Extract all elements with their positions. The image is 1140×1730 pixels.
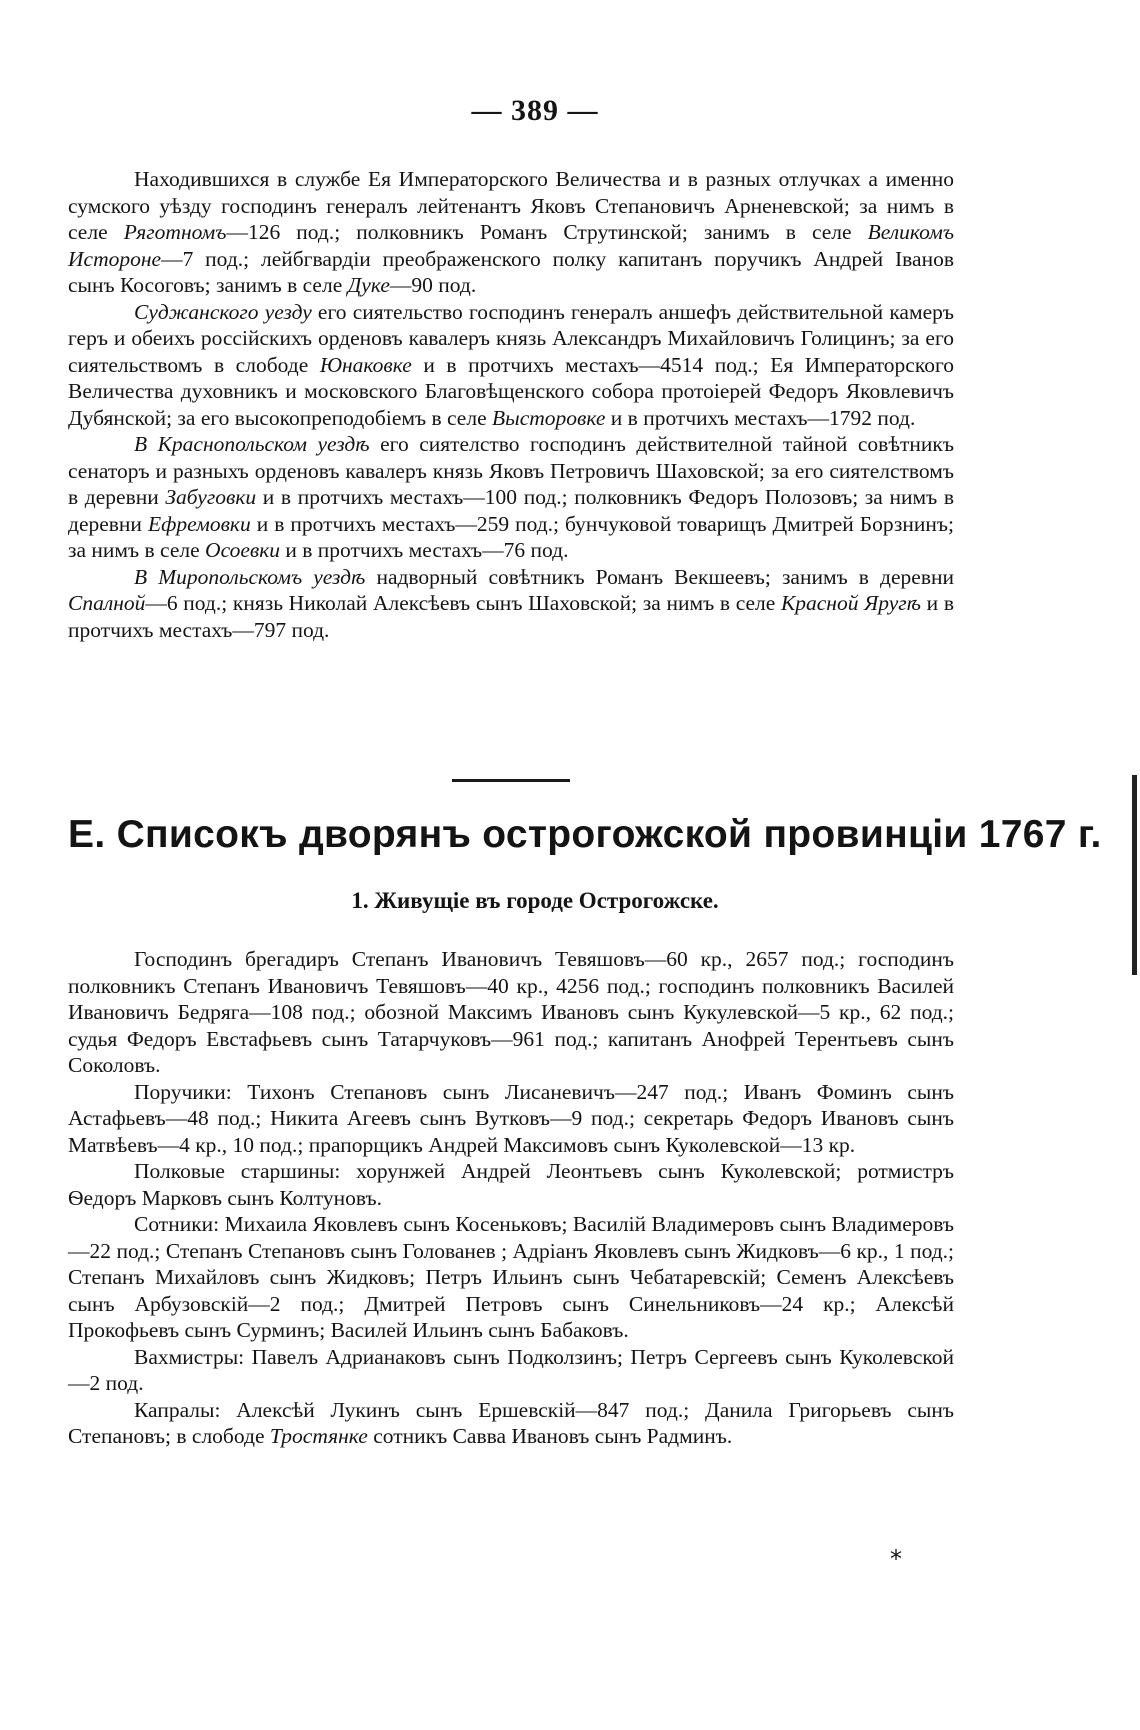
paragraph-sotniks: Сотники: Михаила Яковлевъ сынъ Косеньковъ; Василій Владимеровъ сынъ Владимеровъ—22 под.; Степанъ Степановъ сынъ Голованев ; Адріанъ Яковлевъ сынъ Жидковъ—6 кр., 1 под.; Степанъ Михайловъ сынъ Жидковъ; Петръ Ильинъ сынъ Чебатаревскій; Семенъ Алексѣевъ сынъ Арбузовскій—2 под.; Дмитрей Петровъ сынъ Синельниковъ—24 кр.; Алексѣй Прокофьевъ сынъ Сурминъ; Василей Ильинъ сынъ Бабаковъ. xyxy=(68,1212,954,1342)
paragraph-krasnopolsk-district xyxy=(68,431,954,564)
place-name: Забуговки xyxy=(165,485,257,509)
section-heading: Е. Списокъ дворянъ острогожской провинціи 1767 г. xyxy=(68,813,1102,856)
text-run: его сиятельство господинъ генералъ аншефъ действительной камеръ геръ и обеихъ россійскихъ орденовъ кавалеръ князь Александръ Михайловичъ Голицинъ; за его сиятельствомъ в слободе xyxy=(68,299,954,377)
paragraph-wachtmeisters: Вахмистры: Павелъ Адрианаковъ сынъ Подколзинъ; Петръ Сергеевъ сынъ Куколевской—2 под. xyxy=(68,1344,954,1395)
place-name: Ефремовки xyxy=(147,511,251,536)
text-block-ostrogozhsk xyxy=(68,946,954,1450)
text-run: —126 под.; полковникъ Романъ Струтинской; занимъ в селе xyxy=(226,220,868,244)
text-run: надворный совѣтникъ Романъ Векшеевъ; занимъ в деревни xyxy=(365,564,954,589)
paragraph-officials: Господинъ брегадиръ Степанъ Ивановичъ Тевяшовъ—60 кр., 2657 под.; господинъ полковникъ Степанъ Ивановичъ Тевяшовъ—40 кр., 4256 под.; господинъ полковникъ Василей Ивановичъ Бедряга—108 под.; обозной Максимъ Ивановъ сынъ Кукулевской—5 кр., 62 под.; судья Федоръ Евстафьевъ сынъ Татарчуковъ—961 под.; капитанъ Анофрей Терентьевъ сынъ Соколовъ. xyxy=(68,947,954,1077)
text-run: и в протчихъ местахъ—797 под. xyxy=(68,591,954,642)
paragraph-regiment-elders: Полковые старшины: хорунжей Андрей Леонтьевъ сынъ Куколевской; ротмистръ Ѳедоръ Марковъ сынъ Колтуновъ. xyxy=(68,1159,954,1210)
district-name: Суджанского уезду xyxy=(134,299,312,324)
text-run: и в протчихъ местахъ—259 под.; бунчуковой товарищъ Дмитрей Борзнинъ; за нимъ в селе xyxy=(68,511,954,562)
section-divider xyxy=(452,779,570,782)
place-name: Великомъ Истороне xyxy=(68,220,954,271)
paragraph-sudzha-district xyxy=(68,299,954,432)
place-name: Красной Яругѣ xyxy=(780,591,921,615)
footnote-mark: * xyxy=(890,1545,902,1573)
text-run: и в протчихъ местахъ—1792 под. xyxy=(605,405,916,430)
district-name: В Краснопольском уездѣ xyxy=(134,432,370,456)
place-name: Высторовке xyxy=(492,405,606,430)
paragraph-sumy-district xyxy=(68,166,954,299)
text-run: Находившихся в службе Ея Императорского Величества и в разных отлучках а именно сумского уѣзду господинъ генералъ лейтенантъ Яковъ Степановичъ Арненевской; за нимъ в селе xyxy=(68,167,954,244)
text-run: Капралы: Алексѣй Лукинъ сынъ Ершевскій—847 под.; Данила Григорьевъ сынъ Степановъ; в слободе xyxy=(68,1397,954,1448)
text-block-sumy xyxy=(68,166,954,643)
text-run: сотникъ Савва Ивановъ сынъ Радминъ. xyxy=(367,1424,733,1448)
paragraph-miropolsk-district xyxy=(68,564,954,644)
text-run: —6 под.; князь Николай Алексѣевъ сынъ Шаховской; за нимъ в селе xyxy=(145,591,781,615)
text-run: и в протчихъ местахъ—76 под. xyxy=(280,538,569,562)
district-name: В Миропольскомъ уездѣ xyxy=(134,564,366,589)
text-run: —90 под. xyxy=(389,273,477,297)
paragraph-lieutenants: Поручики: Тихонъ Степановъ сынъ Лисаневичъ—247 под.; Иванъ Фоминъ сынъ Астафьевъ—48 под.; Никита Агеевъ сынъ Вутковъ—9 под.; секретарь Федоръ Ивановъ сынъ Матвѣевъ—4 кр., 10 под.; прапорщикъ Андрей Максимовъ сынъ Куколевской—13 кр. xyxy=(68,1079,954,1157)
paragraph-corporals xyxy=(68,1397,954,1450)
place-name: Юнаковке xyxy=(319,352,412,377)
page-number: — 389 — xyxy=(471,94,599,127)
text-run: —7 под.; лейбгвардіи преображенского полку капитанъ поручикъ Андрей Іванов сынъ Косоговъ; занимъ в селе xyxy=(68,246,954,297)
subheading: 1. Живущіе въ городе Острогожске. xyxy=(351,888,719,913)
place-name: Тростянке xyxy=(269,1424,368,1448)
text-run: и в протчихъ местахъ—4514 под.; Ея Императорского Величества духовникъ и московского Благовѣщенского собора протоіерей Федоръ Яковлевичъ Дубянской; за его высокопреподобіемъ в селе xyxy=(68,352,954,430)
place-name: Ряготномъ xyxy=(123,220,227,244)
place-name: Осоевки xyxy=(205,538,281,562)
place-name: Дуке xyxy=(347,273,390,297)
text-run: его сиятелство господинъ действителной тайной совѣтникъ сенаторъ и разныхъ орденовъ кавалеръ князь Яковъ Петровичъ Шаховской; за его сиятелствомъ в деревни xyxy=(68,432,954,509)
text-run: и в протчихъ местахъ—100 под.; полковникъ Федоръ Полозовъ; за нимъ в деревни xyxy=(68,485,955,536)
scan-edge-line xyxy=(1132,775,1137,975)
place-name: Спалной xyxy=(68,591,146,615)
